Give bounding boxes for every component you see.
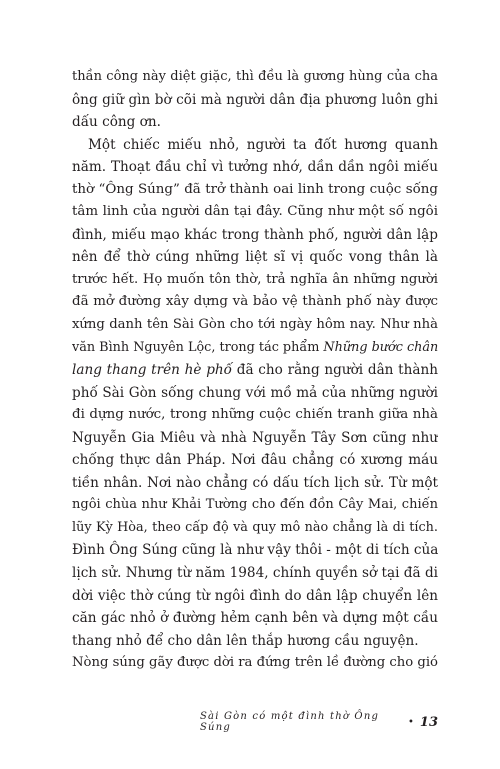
text-line: Nòng súng gãy được dời ra đứng trên lề đường cho gió <box>72 655 438 671</box>
text-fragment: đã cho rằng người dân thành <box>232 362 438 379</box>
text-line: đi dựng nước, trong những cuộc chiến tranh giữa nhà <box>72 407 438 423</box>
text-line: dấu công ơn. <box>72 114 161 131</box>
text-fragment: văn Bình Nguyên Lộc, trong tác phẩm <box>72 339 324 355</box>
text-line: tiền nhân. Nơi nào chẳng có dấu tích lịch sử. Từ một <box>72 474 438 491</box>
page-number: 13 <box>419 714 438 730</box>
text-line-with-book-title <box>72 337 438 360</box>
text-line: lũy Kỳ Hòa, theo cấp độ và quy mô nào chẳng là di tích. <box>72 519 438 535</box>
text-line: năm. Thoạt đầu chỉ vì tưởng nhớ, dần dần ngôi miếu <box>72 159 438 176</box>
text-line: đình, miếu mạo khác trong thành phố, người dân lập <box>72 226 438 243</box>
text-line: dời việc thờ cúng từ ngôi đình do dân lập chuyển lên <box>72 587 438 604</box>
bullet-separator: • <box>408 716 414 728</box>
text-line: nên để thờ cúng những liệt sĩ vị quốc vong thân là <box>72 249 438 266</box>
text-line: lịch sử. Nhưng từ năm 1984, chính quyền sở tại đã di <box>72 565 438 582</box>
text-line: ngôi chùa như Khải Tường cho đến đồn Cây Mai, chiến <box>72 497 438 513</box>
text-line: thần công này diệt giặc, thì đều là gương hùng của cha <box>72 69 438 84</box>
text-line-with-book-title <box>72 359 438 382</box>
running-title: Sài Gòn có một đình thờ Ông Súng <box>200 711 380 733</box>
running-footer <box>200 712 438 732</box>
book-title-part-1: Những bước chân <box>323 339 438 355</box>
text-line: xứng danh tên Sài Gòn cho tới ngày hôm nay. Như nhà <box>72 317 438 333</box>
text-line: Đình Ông Súng cũng là như vậy thôi - một di tích của <box>72 542 438 559</box>
text-line: thờ “Ông Súng” đã trở thành oai linh trong cuộc sống <box>72 181 438 197</box>
text-line: phố Sài Gòn sống chung với mồ mả của những người <box>72 384 438 401</box>
text-line: trước hết. Họ muốn tôn thờ, trả nghĩa ân những người <box>72 271 438 287</box>
text-line: đã mở đường xây dựng và bảo vệ thành phố này được <box>72 294 438 310</box>
text-line: tâm linh của người dân tại đây. Cũng như một số ngôi <box>72 204 438 220</box>
book-title-part-2: lang thang trên hè phố <box>72 362 232 379</box>
text-line: thang nhỏ để cho dân lên thắp hương cầu nguyện. <box>72 632 419 649</box>
text-line: căn gác nhỏ ở đường hẻm cạnh bên và dựng một cầu <box>72 610 438 627</box>
body-text <box>72 66 438 675</box>
text-line: chống thực dân Pháp. Nơi đâu chẳng có xương máu <box>72 452 438 469</box>
text-line: Một chiếc miếu nhỏ, người ta đốt hương quanh <box>88 136 438 153</box>
text-line: Nguyễn Gia Miêu và nhà Nguyễn Tây Sơn cũng như <box>72 429 438 446</box>
text-line: ông giữ gìn bờ cõi mà người dân địa phương luôn ghi <box>72 91 438 108</box>
